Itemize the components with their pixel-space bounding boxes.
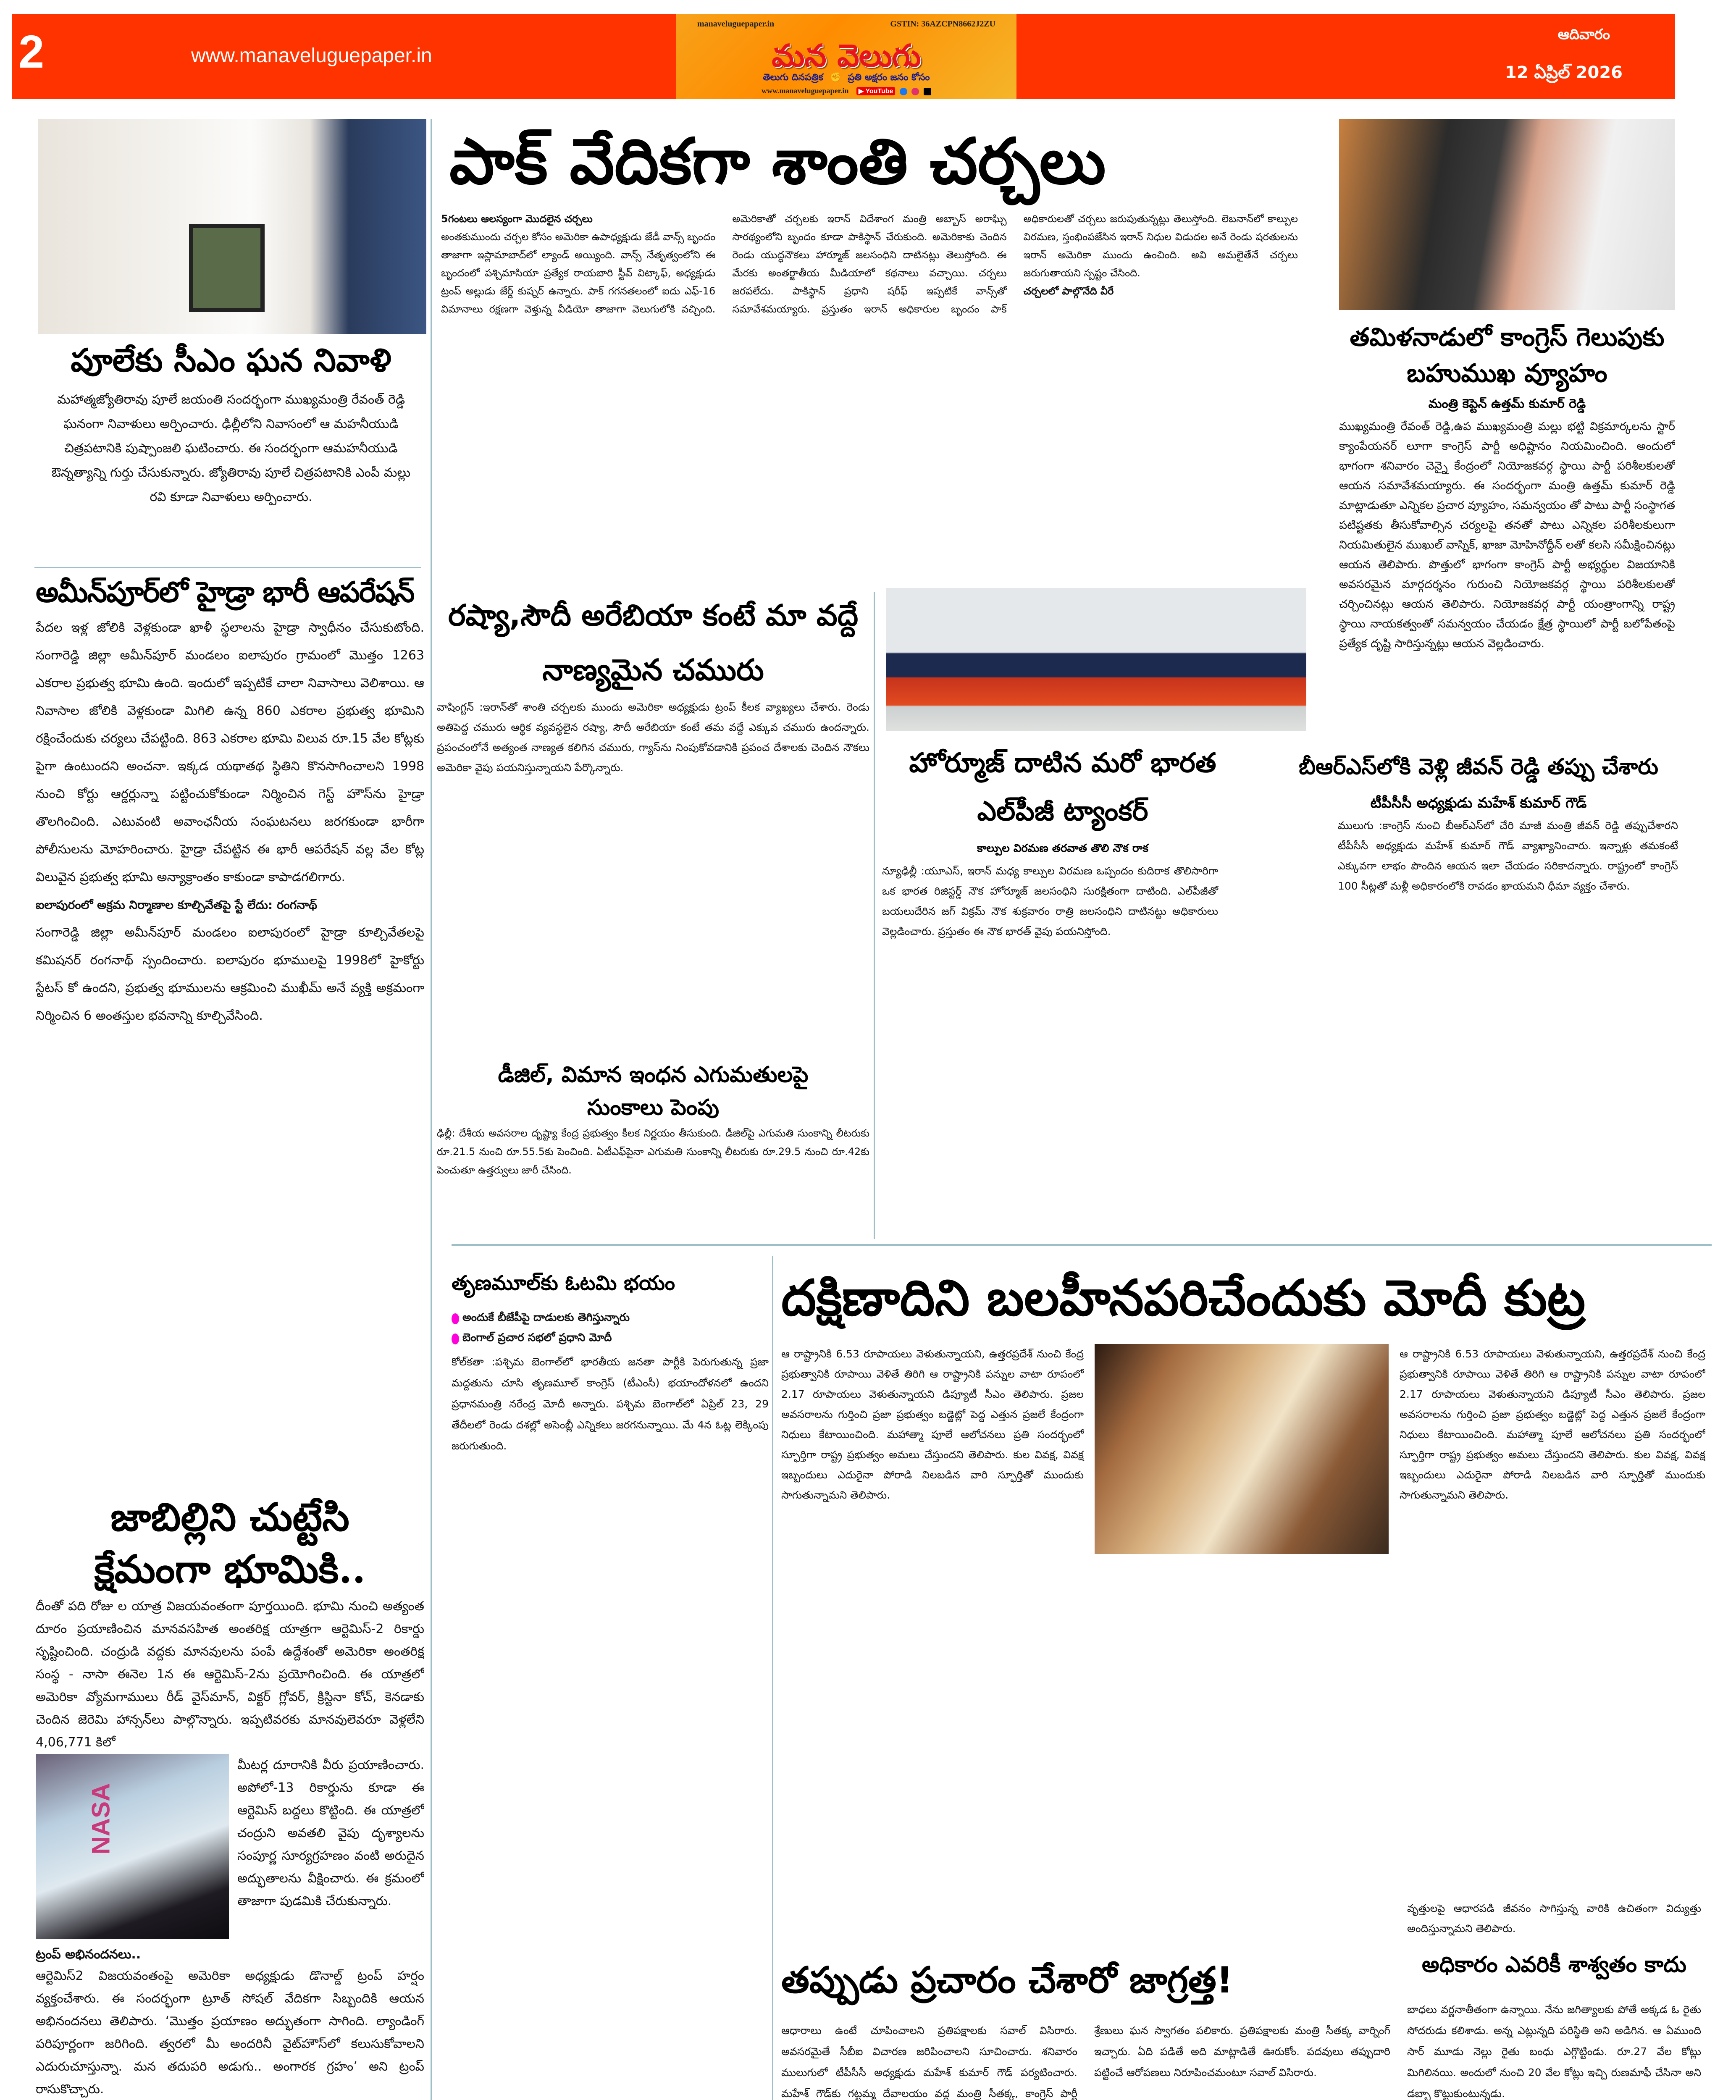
south-content bbox=[781, 1344, 1705, 1554]
tagline-right: ప్రతి అక్షరం జనం కోసం bbox=[848, 72, 930, 83]
lpg-tanker-photo bbox=[886, 588, 1306, 731]
south-headline: దక్షిణాదిని బలహీనపరిచేందుకు మోదీ కుట్ర bbox=[781, 1269, 1586, 1327]
artemis-body: దీంతో పది రోజు ల యాత్ర విజయవంతంగా పూర్తయింది. భూమి నుంచి అత్యంత దూరం ప్రయాణించిన మానవసహిత అంతరిక్ష యాత్రగా ఆర్టెమిస్-2 రికార్డు సృష్టించింది. చంద్రుడి వద్దకు మానవులను పంపే ఉద్దేశంతో అమెరికా అంతరిక్ష సంస్థ - నాసా ఈనెల 1న ఈ ఆర్టెమిస్-2ను ప్రయోగించింది. ఈ యాత్రలో అమెరికా వ్యోమగాములు రీడ్ వైస్‌మాన్, విక్టర్ గ్లోవర్, క్రిస్టినా కోచ్, కెనడాకు చెందిన జెరెమి హాన్సన్‌లు పాల్గొన్నారు. ఇప్పటివరకు మానవులెవరూ వెళ్లలేని 4,06,771 కిలో bbox=[36, 1599, 424, 1750]
logo-tagline bbox=[676, 72, 1016, 85]
pen-fist-icon: ✊ bbox=[826, 72, 845, 83]
tamilnadu-headline: తమిళనాడులో కాంగ్రెస్ గెలుపుకు బహుముఖ వ్యూహం bbox=[1350, 323, 1665, 388]
logo-top-url: manaveluguepaper.in bbox=[697, 19, 775, 29]
seethakka-article bbox=[781, 1953, 1390, 2100]
column-rule bbox=[874, 592, 875, 1239]
south-article bbox=[781, 1264, 1705, 1953]
facebook-icon[interactable] bbox=[900, 88, 907, 95]
hydra-body-2: సంగారెడ్డి జిల్లా అమీన్‌పూర్ మండలం ఐలాపురంలో హైడ్రా కూల్చివేతలపై కమిషనర్ రంగనాథ్ స్పందించారు. ఐలాపురం భూములపై 1998లో హైకోర్టు స్టేటస్ కో ఉందని, ప్రభుత్వ భూములను ఆక్రమించి ముఖీమ్ అనే వ్యక్తి అక్రమంగా నిర్మించిన 6 అంతస్తుల భవనాన్ని కూల్చివేసింది. bbox=[36, 925, 424, 1023]
tmc-headline: తృణమూల్‌కు ఓటమి భయం bbox=[452, 1271, 675, 1295]
brs-subhead: టీపీసీసీ అధ్యక్షుడు మహేశ్ కుమార్ గౌడ్ bbox=[1370, 795, 1587, 811]
hydra-body: పేదల ఇళ్ల జోలికి వెళ్లకుండా ఖాళీ స్థలాలను హైడ్రా స్వాధీనం చేసుకుటోంది. సంగారెడ్డి జిల్లా అమీన్‌పూర్ మండలం ఐలాపురం గ్రామంలో మొత్తం 1263 ఎకరాల ప్రభుత్వ భూమి ఉంది. ఇందులో ఇప్పటికే చాలా నివాసాలు వెలిశాయి. ఆ నివాసాల జోలికి వెళ్లకుండా మిగిలి ఉన్న 860 ఎకరాల ప్రభుత్వ భూమిని రక్షించేందుకు చర్యలు చేపట్టింది. 863 ఎకరాల భూమి విలువ రూ.15 వేల కోట్లకు పైగా ఉంటుందని అంచనా. ఇక్కడ యథాతథ స్థితిని కొనసాగించాలని 1998 నుంచి కోర్టు ఆర్డర్లున్నా పట్టించుకోకుండా నిర్మించిన గెస్ట్ హౌస్‌ను హైడ్రా తొలగించింది. ఎటువంటి అవాంఛనీయ సంఘటనలు జరగకుండా భారీగా పోలీసులను మోహరించారు. హైడ్రా చేపట్టిన ఈ భారీ ఆపరేషన్ వల్ల వేల కోట్ల విలువైన ప్రభుత్వ భూమి అన్యాక్రాంతం కాకుండా కాపాడగలిగారు. bbox=[36, 620, 424, 885]
column-rule bbox=[772, 1256, 773, 2100]
bullet-icon bbox=[452, 1313, 459, 1324]
logo-gstin: GSTIN: 36AZCPN8662J2ZU bbox=[890, 19, 995, 29]
lead-body-text: అంతకుముందు చర్చల కోసం అమెరికా ఉపాధ్యక్షుడు జేడీ వాన్స్ బృందం తాజాగా ఇస్లామాబాద్‌లో ల్యాండ్ అయ్యింది. వాన్స్ నేతృత్వంలోని ఈ బృందంలో పశ్చిమాసియా ప్రత్యేక రాయబారి స్టీవ్ విట్కాఫ్, అధ్యక్షుడు ట్రంప్ అల్లుడు జేర్డ్ కుష్నర్ ఉన్నారు. పాక్ గగనతలంలో ఐదు ఎఫ్-16 విమానాలు రక్షణగా వెళ్తున్న వీడియో తాజాగా వెలుగులోకి వచ్చింది. అమెరికాతో చర్చలకు ఇరాన్ విదేశాంగ మంత్రి అబ్బాస్ అరాఘ్చి సారథ్యంలోని బృందం కూడా పాకిస్థాన్ చేరుకుంది. అమెరికాకు చెందిన రెండు యుద్ధనౌకలు హార్మూజ్ జలసంధిని దాటినట్లు తెలుస్తోంది. ఈ మేరకు అంతర్జాతీయ మీడియాలో కథనాలు వచ్చాయి. చర్చలు జరపలేదు. పాకిస్థాన్ ప్రధాని షరీఫ్ ఇప్పటికే వాన్స్‌తో సమావేశమయ్యారు. ప్రస్తుతం ఇరాన్ అధికారుల బృందం పాక్ అధికారులతో చర్చలు జరుపుతున్నట్లు తెలుస్తోంది. లెబనాన్‌లో కాల్పుల విరమణ, స్తంభింపజేసిన ఇరాన్ నిధుల విడుదల అనే రెండు షరతులను ఇరాన్ అమెరికా ముందు ఉంచింది. అవి అమలైతేనే చర్చలు జరుగుతాయని స్పష్టం చేసింది. bbox=[441, 213, 1298, 315]
seethakka-body-text: ఆధారాలు ఉంటే చూపించాలని ప్రతిపక్షాలకు సవాల్ విసిరారు. అవసరమైతే సీబీఐ విచారణ జరిపించాలని సూచించారు. శనివారం ములుగులో టీపీసీసీ అధ్యక్షుడు మహేశ్ కుమార్ గౌడ్ పర్యటించారు. మహేశ్ గౌడ్‌కు గట్టమ్మ దేవాలయం వద్ద మంత్రి సీతక్క, కాంగ్రెస్ పార్టీ శ్రేణులు ఘన స్వాగతం పలికారు. ప్రతిపక్షాలకు మంత్రి సీతక్క వార్నింగ్ ఇచ్చారు. ఏది పడితే అది మాట్లాడితే ఊరుకోం. పదవులు తప్పుదారి పట్టించే ఆరోపణలు నిరూపించమంటూ సవాల్ విసిరారు. bbox=[781, 2024, 1390, 2100]
russia-article bbox=[437, 588, 869, 924]
south-body-col-2 bbox=[1400, 1344, 1705, 1554]
artemis-article bbox=[36, 1491, 424, 2100]
tmc-bullet-text: అందుకే బీజేపీపై దాడులకు తెగిస్తున్నారు bbox=[462, 1311, 630, 1324]
russia-body: వాషింగ్టన్ :ఇరాన్‌తో శాంతి చర్చలకు ముందు అమెరికా అధ్యక్షుడు ట్రంప్ కీలక వ్యాఖ్యలు చేశారు. రెండు అతిపెద్ద చమురు ఆర్థిక వ్యవస్థలైన రష్యా, సౌదీ అరేబియా కంటే తమ వద్దే ఎక్కువ చమురు ఉందన్నారు. ప్రపంచంలోనే అత్యంత నాణ్యత కలిగిన చమురు, గ్యాస్‌ను నింపుకోవడానికి ప్రపంచ దేశాలకు చెందిన నౌకలు అమెరికా వైపు పయనిస్తున్నాయని పేర్కొన్నారు. bbox=[437, 701, 869, 774]
bullet-icon bbox=[452, 1334, 459, 1344]
phule-tribute-photo bbox=[38, 119, 426, 334]
instagram-icon[interactable] bbox=[911, 88, 919, 95]
deputy-cm-photo bbox=[1095, 1344, 1389, 1554]
nasa-logo: NASA bbox=[87, 1783, 115, 1855]
tagline-left: తెలుగు దినపత్రిక bbox=[763, 72, 824, 83]
power-body: బాధలు వర్ణనాతీతంగా ఉన్నాయి. నేను జగిత్యాలకు పోతే అక్కడ ఓ రైతు సోదరుడు కలిశాడు. అన్న ఎట్లున్నది పరిస్థితి అని అడిగిన. ఆ ఏముంది సార్ మూడు నెల్లు రైతు బంధు ఎగ్గొట్టిండు. రూ.27 వేల కోట్లు మిగిలినయి. అందులో నుంచి 20 వేల కోట్లు ఇచ్చి రుణమాఫీ చేసినా అని డబ్బా కొట్టుకుంటున్నడు. bbox=[1407, 2003, 1701, 2100]
brs-headline: బీఆర్‌ఎస్‌లోకి వెళ్లి జీవన్ రెడ్డి తప్పు చేశారు bbox=[1298, 754, 1659, 780]
day-of-week: ఆదివారం bbox=[1557, 26, 1610, 43]
tamilnadu-article bbox=[1339, 319, 1675, 785]
tmc-bullet-text: బెంగాల్ ప్రచార సభలో ప్రధాని మోదీ bbox=[462, 1331, 612, 1344]
artemis-subhead: ట్రంప్ అభినందనలు.. bbox=[36, 1947, 141, 1962]
site-url-link[interactable]: www.manaveluguepaper.in bbox=[191, 45, 432, 67]
diesel-body: ఢిల్లీ: దేశీయ అవసరాల దృష్ట్యా కేంద్ర ప్రభుత్వం కీలక నిర్ణయం తీసుకుంది. డీజిల్‌పై ఎగుమతి సుంకాన్ని లీటరుకు రూ.21.5 నుంచి రూ.55.5కు పెంచింది. ఏటీఎఫ్‌పైనా ఎగుమతి సుంకాన్ని లీటరుకు రూ.29.5 నుంచి రూ.42కు పెంచుతూ ఉత్తర్వులు జారీ చేసింది. bbox=[437, 1127, 869, 1176]
hormuz-headline: హోర్మూజ్ దాటిన మరో భారత ఎల్‌పీజీ ట్యాంకర్ bbox=[909, 748, 1216, 827]
power-headline: అధికారం ఎవరికీ శాశ్వతం కాదు bbox=[1422, 1952, 1686, 1977]
hydra-headline: అమీన్‌పూర్‌లో హైడ్రా భారీ ఆపరేషన్ bbox=[36, 576, 414, 609]
tamilnadu-body: ముఖ్యమంత్రి రేవంత్ రెడ్డి,ఉప ముఖ్యమంత్రి మల్లు భట్టి విక్రమార్కలను స్టార్ క్యాంపేయనర్ లూగా కాంగ్రెస్ పార్టీ అధిష్టానం నియమించింది. అందులో భాగంగా శనివారం చెన్నై కేంద్రంలో నియోజకవర్గ స్థాయి పార్టీ పరిశీలకులతో ఆయన సమావేశమయ్యారు. ఈ సందర్భంగా మంత్రి ఉత్తమ్ కుమార్ రెడ్డి మాట్లాడుతూ ఎన్నికల ప్రచార వ్యూహం, సమన్వయం తో పాటు పార్టీ సంస్థాగత పటిష్టతకు తీసుకోవాల్సిన చర్యలపై తనతో పాటు ఎన్నికల పరిశీలకులుగా నియమితులైన ముఖుల్ వాస్నిక్, ఖాజా మోహినోద్దీన్ లతో కలసి సమీక్షించినట్లు ఆయన తెలిపారు. పొత్తులో భాగంగా కాంగ్రెస్ పార్టీ అభ్యర్థుల విజయానికి అవసరమైన మార్గదర్శనం గురుంచి నియోజకవర్గ స్థాయి పరిశీలకులతో చర్చించినట్లు ఆయన తెలిపారు. నియోజకవర్గ పార్టీ యంత్రాంగాన్ని రాష్ట్ర స్థాయి నాయకత్వంతో సమన్వయం చేయడం క్షేత్ర స్థాయిలో పార్టీ బలోపేతంపై ప్రత్యేక దృష్టి సారిస్తున్నట్లు ఆయన వెల్లడించారు. bbox=[1339, 420, 1675, 650]
logo-brand-name: మన వెలుగు bbox=[772, 38, 921, 74]
lead-subhead: 5గంటలు ఆలస్యంగా మొదలైన చర్చలు bbox=[441, 213, 593, 225]
brs-body: ములుగు :కాంగ్రెస్ నుంచి బీఆర్‌ఎస్‌లో చేరి మాజీ మంత్రి జీవన్ రెడ్డి తప్పుచేశారని టీపీసీసీ అధ్యక్షుడు మహేశ్ కుమార్ గౌడ్ వ్యాఖ్యానించారు. ఇన్నాళ్లు తమకంటే ఎక్కువగా లాభం పొందిన ఆయన ఇలా చేయడం సరికాదన్నారు. రాష్ట్రంలో కాంగ్రెస్ 100 సీట్లతో మళ్లీ అధికారంలోకి రావడం ఖాయమని ధీమా వ్యక్తం చేశారు. bbox=[1338, 819, 1678, 892]
artemis-body-2: ఆర్టెమిస్2 విజయవంతంపై అమెరికా అధ్యక్షుడు డొనాల్డ్ ట్రంప్ హర్షం వ్యక్తంచేశారు. ఈ సందర్భంగా ట్రూత్ సోషల్ వేదికగా సిబ్బందికి ఆయన అభినందనలు తెలిపారు. ‘మొత్తం ప్రయాణం అద్భుతంగా సాగింది. ల్యాండింగ్ పరిపూర్ణంగా జరిగింది. త్వరలో మీ అందరినీ వైట్‌హౌస్‌లో కలుసుకోవాలని ఎదురుచూస్తున్నా. మన తదుపరి అడుగు.. అంగారక గ్రహం’ అని ట్రంప్ రాసుకొచ్చారు. bbox=[36, 1969, 424, 2097]
newspaper-logo[interactable] bbox=[676, 14, 1016, 99]
tmc-bullet bbox=[452, 1331, 769, 1347]
power-body-top: వృత్తులపై ఆధారపడి జీవనం సాగిస్తున్న వారికి ఉచితంగా విద్యుత్తు అందిస్తున్నామని తెలిపారు. bbox=[1407, 1902, 1701, 1935]
seethakka-headline: తప్పుడు ప్రచారం చేశారో జాగ్రత్త! bbox=[781, 1959, 1233, 2001]
orion-capsule-photo bbox=[36, 1754, 229, 1939]
logo-bottom bbox=[676, 87, 1016, 95]
divider bbox=[34, 567, 421, 568]
diesel-headline: డీజిల్, విమాన ఇంధన ఎగుమతులపై సుంకాలు పెంపు bbox=[498, 1062, 809, 1120]
phule-article bbox=[34, 336, 428, 571]
tamilnadu-byline: మంత్రి కెప్టెన్ ఉత్తమ్ కుమార్ రెడ్డి bbox=[1428, 396, 1586, 411]
south-body-cont: ఆ రాష్ట్రానికి 6.53 రూపాయలు వెళుతున్నాయని, ఉత్తరప్రదేశ్ నుంచి కేంద్ర ప్రభుత్వానికి రూపాయి వెళితే తిరిగి ఆ రాష్ట్రానికి పన్నుల వాటా రూపంలో 2.17 రూపాయలు వెళుతున్నాయని డిప్యూటీ సీఎం తెలిపారు. ప్రజల అవసరాలను గుర్తించి ప్రజా ప్రభుత్వం బడ్జెట్లో పెద్ద ఎత్తున ప్రజలే కేంద్రంగా నిధులు కేటాయించింది. మహాత్మా పూలే ఆలోచనలు ప్రతి సందర్భంలో స్ఫూర్తిగా రాష్ట్ర ప్రభుత్వం అమలు చేస్తుందని తెలిపారు. కుల వివక్ష, వివక్ష ఇబ్బందులు ఎదురైనా పోరాడి నిలబడిన వారి స్ఫూర్తితో ముందుకు సాగుతున్నామని తెలిపారు. bbox=[1400, 1348, 1705, 1501]
south-body: ఆ రాష్ట్రానికి 6.53 రూపాయలు వెళుతున్నాయని, ఉత్తరప్రదేశ్ నుంచి కేంద్ర ప్రభుత్వానికి రూపాయి వెళితే తిరిగి ఆ రాష్ట్రానికి పన్నుల వాటా రూపంలో 2.17 రూపాయలు వెళుతున్నాయని డిప్యూటీ సీఎం తెలిపారు. ప్రజల అవసరాలను గుర్తించి ప్రజా ప్రభుత్వం బడ్జెట్లో పెద్ద ఎత్తున ప్రజలే కేంద్రంగా నిధులు కేటాయించింది. మహాత్మా పూలే ఆలోచనలు ప్రతి సందర్భంలో స్ఫూర్తిగా రాష్ట్ర ప్రభుత్వం అమలు చేస్తుందని తెలిపారు. కుల వివక్ష, వివక్ష ఇబ్బందులు ఎదురైనా పోరాడి నిలబడిన వారి స్ఫూర్తితో ముందుకు సాగుతున్నామని తెలిపారు. bbox=[781, 1348, 1084, 1501]
artemis-photo-row bbox=[36, 1754, 424, 1939]
south-body-col bbox=[781, 1344, 1084, 1554]
seethakka-body bbox=[781, 2020, 1390, 2100]
power-article bbox=[1407, 1898, 1701, 2100]
column-rule bbox=[431, 119, 432, 2100]
congress-leaders-photo bbox=[1339, 119, 1675, 310]
issue-date: 12 ఏప్రిల్ 2026 bbox=[1505, 63, 1623, 82]
tmc-bullet bbox=[452, 1311, 769, 1326]
hormuz-subhead: కాల్పుల విరమణ తరవాత తొలి నౌక రాక bbox=[977, 842, 1149, 855]
hydra-subhead: ఐలాపురంలో అక్రమ నిర్మాణాల కూల్చివేతపై స్టే లేదు: రంగనాథ్ bbox=[36, 898, 317, 912]
tmc-article bbox=[452, 1260, 769, 1940]
lead-inline-subhead: చర్చలలో పాల్గొనేది వీరే bbox=[1023, 285, 1114, 297]
hydra-article bbox=[36, 575, 424, 1394]
tmc-body: కోల్‌కతా :పశ్చిమ బెంగాల్‌లో భారతీయ జనతా పార్టీకి పెరుగుతున్న ప్రజా మద్దతును చూసి తృణమూల్ కాంగ్రెస్ (టీఎంసీ) భయాందోళనలో ఉందని ప్రధానమంత్రి నరేంద్ర మోదీ అన్నారు. పశ్చిమ బెంగాల్‌లో ఏప్రిల్ 23, 29 తేదీలలో రెండు దశల్లో అసెంబ్లీ ఎన్నికలు జరగనున్నాయి. మే 4న ఓట్ల లెక్కింపు జరుగుతుంది. bbox=[452, 1356, 769, 1452]
youtube-icon[interactable]: ▶ YouTube bbox=[856, 87, 896, 95]
lead-headline: పాక్ వేదికగా శాంతి చర్చలు bbox=[449, 125, 1106, 198]
russia-headline: రష్యా,సౌదీ అరేబియా కంటే మా వద్దే నాణ్యమైన చమురు bbox=[448, 598, 859, 687]
portrait-frame bbox=[189, 224, 265, 312]
section-divider bbox=[452, 1244, 1712, 1246]
lead-body bbox=[437, 210, 1302, 318]
page-number: 2 bbox=[18, 26, 45, 78]
artemis-body-wrap: మీటర్ల దూరానికి వీరు ప్రయాణించారు. అపోలో-13 రికార్డును కూడా ఈ ఆర్టెమిస్ బద్దలు కొట్టింది. ఈ యాత్రలో చంద్రుని అవతలి వైపు దృశ్యాలను సంపూర్ణ సూర్యగ్రహణం వంటి అరుదైన అద్భుతాలను వీక్షించారు. ఈ క్రమంలో తాజాగా పుడమికి చేరుకున్నారు. bbox=[237, 1758, 424, 1908]
logo-bottom-url: www.manaveluguepaper.in bbox=[762, 87, 849, 95]
x-icon[interactable] bbox=[924, 88, 931, 95]
artemis-headline: జాబిల్లిని చుట్టేసి క్షేమంగా భూమికి.. bbox=[94, 1494, 366, 1592]
phule-body: మహాత్మజ్యోతిరావు పూలే జయంతి సందర్భంగా ముఖ్యమంత్రి రేవంత్ రెడ్డి ఘనంగా నివాళులు అర్పించారు. ఢిల్లీలోని నివాసంలో ఆ మహనీయుడి చిత్రపటానికి పుష్పాంజలి ఘటించారు. ఈ సందర్భంగా ఆమహనీయుడి ఔన్నత్యాన్ని గుర్తు చేసుకున్నారు. జ్యోతిరావు పూలే చిత్రపటానికి ఎంపీ మల్లు రవి కూడా నివాళులు అర్పించారు. bbox=[51, 392, 411, 505]
hormuz-body: న్యూఢిల్లీ :యూఎస్, ఇరాన్ మధ్య కాల్పుల విరమణ ఒప్పందం కుదిరాక తొలిసారిగా ఒక భారత రిజిస్టర్డ్ నౌక హోర్మూజ్ జలసంధిని సురక్షితంగా దాటింది. ఎల్‌పీజీతో బయలుదేరిన జగ్ విక్రమ్ నౌక శుక్రవారం రాత్రి జలసంధిని దాటినట్టు అధికారులు వెల్లడించారు. ప్రస్తుతం ఈ నౌక భారత్ వైపు పయనిస్తోంది. bbox=[882, 865, 1218, 937]
phule-headline: పూలేకు సీఎం ఘన నివాళి bbox=[71, 341, 391, 379]
diesel-article bbox=[437, 1058, 869, 1239]
brs-article bbox=[1195, 743, 1678, 1239]
lead-article bbox=[437, 122, 1302, 567]
